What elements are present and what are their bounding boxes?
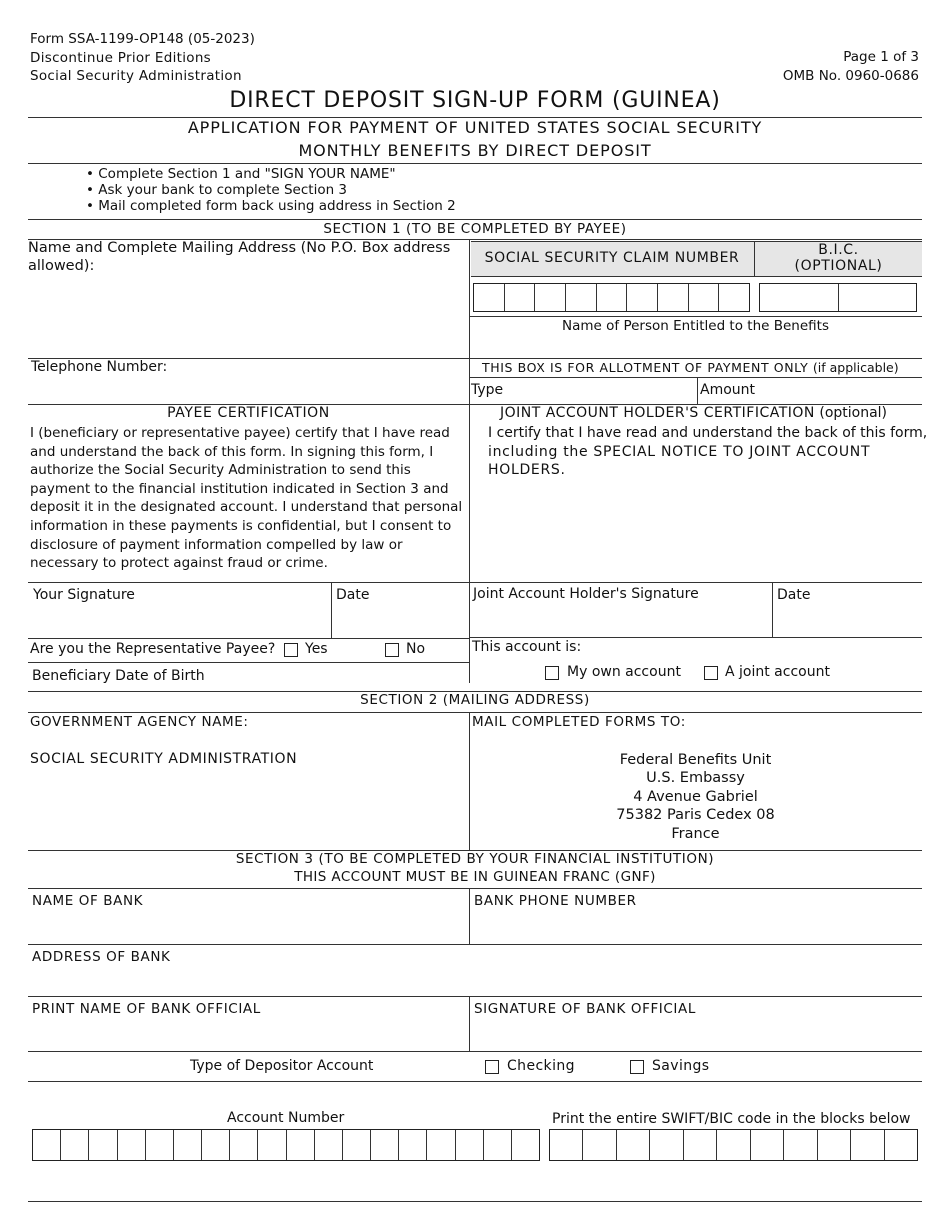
form-number: Form SSA-1199-OP148 (05-2023) — [30, 31, 255, 47]
your-signature-field[interactable] — [33, 606, 329, 636]
no-label: No — [406, 641, 426, 657]
your-signature-label: Your Signature — [33, 587, 135, 603]
section3-currency-note: THIS ACCOUNT MUST BE IN GUINEAN FRANC (GNF) — [294, 869, 656, 885]
divider — [28, 712, 922, 713]
instruction-3: • Mail completed form back using address in Section 2 — [86, 198, 456, 214]
divider — [469, 377, 922, 378]
instruction-2: • Ask your bank to complete Section 3 — [86, 182, 348, 198]
bank-name-label: NAME OF BANK — [32, 893, 144, 909]
joint-account-checkbox[interactable] — [704, 666, 718, 680]
own-account-checkbox[interactable] — [545, 666, 559, 680]
omb-number: OMB No. 0960-0686 — [782, 68, 919, 84]
savings-label: Savings — [652, 1058, 710, 1074]
agency-name: Social Security Administration — [30, 68, 242, 84]
bank-phone-field[interactable] — [474, 912, 920, 942]
joint-cert-text-1: I certify that I have read and understand the back of this form, — [488, 425, 928, 441]
bank-address-field[interactable] — [32, 968, 920, 994]
divider — [469, 888, 470, 944]
divider — [469, 316, 922, 317]
subtitle-line1: APPLICATION FOR PAYMENT OF UNITED STATES SOCIAL SECURITY — [187, 118, 763, 137]
divider — [772, 582, 773, 638]
divider — [28, 1051, 922, 1052]
name-address-label: Name and Complete Mailing Address (No P.O. Box address — [28, 240, 451, 256]
joint-signature-label: Joint Account Holder's Signature — [473, 586, 699, 602]
joint-cert-title-wrap — [500, 405, 887, 422]
divider — [469, 712, 470, 850]
discontinue-note: Discontinue Prior Editions — [30, 50, 212, 66]
divider — [28, 638, 469, 639]
divider — [469, 239, 470, 683]
section3-title: SECTION 3 (TO BE COMPLETED BY YOUR FINANCIAL INSTITUTION) — [235, 851, 715, 867]
allotment-suffix: (if applicable) — [812, 360, 899, 375]
telephone-label: Telephone Number: — [31, 359, 168, 375]
instruction-1: • Complete Section 1 and "SIGN YOUR NAME" — [86, 166, 396, 182]
joint-cert-text-3: HOLDERS. — [488, 462, 566, 478]
mail-address-line-1: Federal Benefits Unit — [619, 752, 772, 768]
gov-agency-label: GOVERNMENT AGENCY NAME: — [30, 714, 249, 730]
bank-official-sig-field[interactable] — [474, 1020, 920, 1050]
allotment-label-text: THIS BOX IS FOR ALLOTMENT OF PAYMENT ONLY — [482, 360, 809, 375]
divider — [28, 1201, 922, 1202]
name-address-label-2: allowed): — [28, 258, 95, 274]
account-is-label: This account is: — [472, 639, 582, 655]
rep-payee-question: Are you the Representative Payee? — [30, 641, 276, 657]
mail-address-line-2: U.S. Embassy — [646, 770, 745, 786]
joint-cert-optional: (optional) — [819, 405, 888, 421]
joint-date-label: Date — [777, 587, 811, 603]
yes-label: Yes — [305, 641, 328, 657]
checking-label: Checking — [507, 1058, 575, 1074]
own-account-label: My own account — [567, 664, 681, 680]
joint-signature-field[interactable] — [473, 606, 769, 636]
divider — [697, 377, 698, 405]
divider — [469, 637, 922, 638]
divider — [28, 944, 922, 945]
section1-title: SECTION 1 (TO BE COMPLETED BY PAYEE) — [323, 221, 627, 237]
rep-payee-yes-checkbox[interactable] — [284, 643, 298, 657]
depositor-type-label: Type of Depositor Account — [190, 1058, 374, 1074]
mail-address-line-5: France — [671, 826, 720, 842]
mail-to-label: MAIL COMPLETED FORMS TO: — [472, 714, 686, 730]
name-address-field[interactable] — [30, 280, 466, 356]
ssn-claim-boxes[interactable] — [473, 283, 750, 312]
bank-official-sig-label: SIGNATURE OF BANK OFFICIAL — [474, 1001, 696, 1017]
divider — [331, 582, 332, 638]
bank-official-name-label: PRINT NAME OF BANK OFFICIAL — [32, 1001, 261, 1017]
gov-agency-value: SOCIAL SECURITY ADMINISTRATION — [30, 751, 298, 767]
joint-cert-title: JOINT ACCOUNT HOLDER'S CERTIFICATION — [500, 405, 815, 421]
divider — [28, 1081, 922, 1082]
entitled-label: Name of Person Entitled to the Benefits — [562, 318, 829, 334]
payee-cert-text: I (beneficiary or representative payee) certify that I have read and understand the back of this form. In signing this form, I authorize the Social Security Administration to send this payment to the financial institution indicated in Section 3 and deposit it in the designated account. I understand that personal information in these payments is confidential, but I consent to disclosure of payment information compelled by law or necessary to protect against fraud or crime. — [30, 425, 463, 572]
date-label: Date — [336, 587, 370, 603]
account-number-label: Account Number — [227, 1110, 345, 1126]
bank-phone-label: BANK PHONE NUMBER — [474, 893, 637, 909]
bic-optional-label: (OPTIONAL) — [794, 258, 883, 274]
swift-bic-boxes[interactable] — [549, 1129, 918, 1161]
bank-address-label: ADDRESS OF BANK — [32, 949, 171, 965]
checking-checkbox[interactable] — [485, 1060, 499, 1074]
allotment-label — [482, 359, 899, 376]
divider — [28, 888, 922, 889]
account-number-boxes[interactable] — [32, 1129, 540, 1161]
amount-label: Amount — [700, 382, 756, 398]
divider — [28, 996, 922, 997]
divider — [469, 996, 470, 1052]
joint-date-field[interactable] — [777, 606, 919, 636]
subtitle-line2: MONTHLY BENEFITS BY DIRECT DEPOSIT — [298, 141, 652, 160]
joint-cert-text-2: including the SPECIAL NOTICE TO JOINT ACCOUNT — [488, 444, 871, 460]
telephone-field[interactable] — [31, 377, 467, 403]
ssn-claim-label: SOCIAL SECURITY CLAIM NUMBER — [484, 250, 740, 266]
divider — [28, 582, 922, 583]
savings-checkbox[interactable] — [630, 1060, 644, 1074]
divider — [28, 163, 922, 164]
entitled-name-field[interactable] — [471, 336, 921, 358]
bic-boxes[interactable] — [759, 283, 917, 312]
section2-title: SECTION 2 (MAILING ADDRESS) — [360, 692, 590, 708]
page-title: DIRECT DEPOSIT SIGN-UP FORM (GUINEA) — [229, 88, 721, 113]
joint-account-label: A joint account — [725, 664, 830, 680]
type-label: Type — [471, 382, 504, 398]
bank-official-name-field[interactable] — [32, 1020, 466, 1050]
rep-payee-no-checkbox[interactable] — [385, 643, 399, 657]
swift-label: Print the entire SWIFT/BIC code in the blocks below — [552, 1111, 911, 1127]
page-number: Page 1 of 3 — [843, 49, 919, 65]
mail-address-line-4: 75382 Paris Cedex 08 — [616, 807, 775, 823]
divider — [28, 662, 469, 663]
bank-name-field[interactable] — [32, 912, 466, 942]
divider — [28, 219, 922, 220]
date-field[interactable] — [336, 606, 466, 636]
dob-label: Beneficiary Date of Birth — [32, 668, 205, 684]
payee-cert-title: PAYEE CERTIFICATION — [167, 405, 330, 421]
mail-address-line-3: 4 Avenue Gabriel — [633, 789, 758, 805]
bic-label: B.I.C. — [818, 242, 859, 258]
